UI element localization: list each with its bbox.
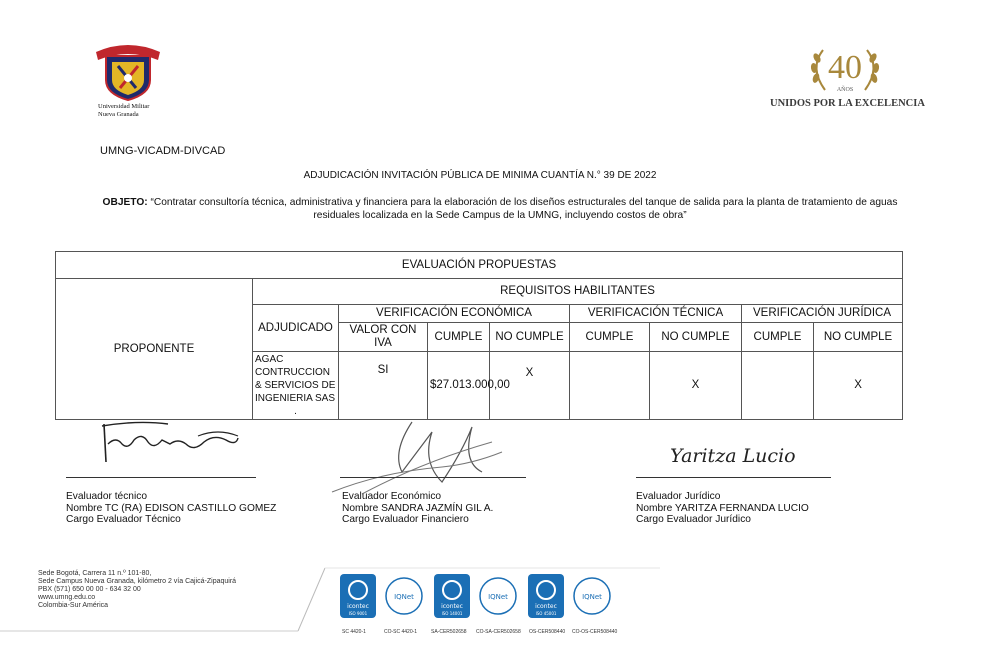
address-line: Colombia-Sur América bbox=[38, 602, 109, 609]
address-line: Sede Bogotá, Carrera 11 n.º 101-80, bbox=[38, 570, 152, 577]
university-name-line1: Universidad Militar bbox=[98, 103, 150, 110]
signature-juridical-script: Yaritza Lucio bbox=[670, 445, 796, 467]
svg-text:icontec: icontec bbox=[347, 603, 369, 610]
signature-name: Nombre SANDRA JAZMÍN GIL A. bbox=[342, 502, 494, 514]
signature-role: Evaluador Jurídico bbox=[636, 491, 721, 502]
economica-cumple-cell: X bbox=[490, 352, 570, 420]
objeto-label: OBJETO: bbox=[102, 197, 148, 208]
signature-cargo: Cargo Evaluador Financiero bbox=[342, 514, 469, 525]
table-title: EVALUACIÓN PROPUESTAS bbox=[56, 252, 903, 279]
signature-block-economic bbox=[342, 491, 493, 526]
proponente-header: PROPONENTE bbox=[56, 279, 253, 420]
juridica-no-cumple-header: NO CUMPLE bbox=[814, 323, 903, 352]
svg-text:ISO 14001: ISO 14001 bbox=[441, 611, 463, 616]
objeto-paragraph bbox=[100, 197, 900, 222]
iqnet-cert-icon bbox=[572, 572, 612, 622]
signature-technical bbox=[98, 418, 248, 468]
signature-juridical bbox=[668, 438, 808, 472]
icontec-cert-icon bbox=[338, 572, 378, 622]
signature-role: Evaluador técnico bbox=[66, 491, 147, 502]
adjudicado-header: ADJUDICADO bbox=[253, 305, 339, 352]
icontec-cert-icon bbox=[432, 572, 472, 622]
economica-cumple-header: CUMPLE bbox=[428, 323, 490, 352]
laurel-icon bbox=[803, 44, 887, 96]
tecnica-no-cumple-cell bbox=[742, 352, 814, 420]
ribbon-decoration bbox=[92, 42, 164, 54]
motto: UNIDOS POR LA EXCELENCIA bbox=[770, 98, 925, 109]
economica-no-cumple-cell bbox=[570, 352, 650, 420]
juridica-cumple-cell: X bbox=[814, 352, 903, 420]
cert-code: OS-CER508440 bbox=[529, 629, 566, 635]
signature-economic bbox=[322, 412, 522, 502]
anniversary-word: AÑOS bbox=[836, 87, 854, 93]
svg-text:icontec: icontec bbox=[535, 603, 557, 610]
icontec-cert-icon bbox=[526, 572, 566, 622]
footer-address bbox=[38, 570, 236, 610]
signature-line-technical bbox=[66, 477, 256, 478]
cert-code: SC 4420-1 bbox=[342, 629, 366, 635]
cert-code: SA-CER502658 bbox=[431, 629, 467, 635]
adjudication-title: ADJUDICACIÓN INVITACIÓN PÚBLICA DE MINIMA CUANTÍA N.° 39 DE 2022 bbox=[303, 170, 657, 181]
cert-code: CO-OS-CER508440 bbox=[572, 629, 618, 635]
evaluation-table bbox=[55, 251, 903, 420]
anniversary-number: 40 bbox=[828, 49, 862, 86]
svg-text:icontec: icontec bbox=[441, 603, 463, 610]
signature-role: Evaluador Económico bbox=[342, 491, 442, 502]
signature-block-technical bbox=[66, 491, 276, 526]
svg-text:IQNet: IQNet bbox=[582, 593, 602, 601]
economica-no-cumple-header: NO CUMPLE bbox=[490, 323, 570, 352]
cert-code: CO-SC 4420-1 bbox=[384, 629, 418, 635]
anniversary-logo bbox=[770, 44, 925, 116]
proponente-cell bbox=[253, 352, 339, 420]
signature-cargo: Cargo Evaluador Técnico bbox=[66, 514, 181, 525]
address-line: Sede Campus Nueva Granada, kilómetro 2 vía Cajicá-Zipaquirá bbox=[38, 578, 237, 585]
svg-text:IQNet: IQNet bbox=[394, 593, 414, 601]
requisitos-header: REQUISITOS HABILITANTES bbox=[253, 279, 903, 305]
proponente-name: AGAC CONTRUCCION & SERVICIOS DE INGENIERIA SAS bbox=[255, 354, 336, 404]
tecnica-header: VERIFICACIÓN TÉCNICA bbox=[570, 305, 742, 323]
iqnet-cert-icon bbox=[384, 572, 424, 622]
juridica-cumple-header: CUMPLE bbox=[742, 323, 814, 352]
signature-line-economic bbox=[340, 477, 526, 478]
economica-header: VERIFICACIÓN ECONÓMICA bbox=[339, 305, 570, 323]
svg-text:ISO 45001: ISO 45001 bbox=[535, 611, 557, 616]
cert-code: CO-SA-CER502658 bbox=[476, 629, 521, 635]
signature-name: Nombre TC (RA) EDISON CASTILLO GOMEZ bbox=[66, 502, 277, 514]
valor-header: VALOR CON IVA bbox=[339, 323, 428, 352]
proponente-suffix: . bbox=[294, 406, 297, 417]
university-name-line2: Nueva Granada bbox=[98, 111, 139, 118]
signature-line-juridical bbox=[636, 477, 831, 478]
document-code: UMNG-VICADM-DIVCAD bbox=[100, 145, 226, 157]
signature-cargo: Cargo Evaluador Jurídico bbox=[636, 514, 751, 525]
objeto-text: “Contratar consultoría técnica, administrativa y financiera para la elaboración de los diseños estructurales del tanque de salida para la planta de tratamiento de aguas residuales localizada en la Sede Campus de la UMNG, incluyendo costos de obra” bbox=[147, 197, 898, 221]
adjudicado-cell: SI bbox=[339, 352, 428, 420]
address-line: PBX (571) 650 00 00 - 634 32 00 bbox=[38, 586, 141, 593]
svg-text:IQNet: IQNet bbox=[488, 593, 508, 601]
valor-cell: $27.013.000,00 bbox=[428, 352, 490, 420]
address-line: www.umng.edu.co bbox=[38, 594, 96, 601]
signature-block-juridical bbox=[636, 491, 809, 526]
svg-text:ISO 9001: ISO 9001 bbox=[348, 611, 368, 616]
certification-logos bbox=[338, 572, 638, 642]
signature-name: Nombre YARITZA FERNANDA LUCIO bbox=[636, 502, 809, 514]
university-name bbox=[98, 103, 149, 119]
tecnica-cumple-cell: X bbox=[650, 352, 742, 420]
tecnica-cumple-header: CUMPLE bbox=[570, 323, 650, 352]
tecnica-no-cumple-header: NO CUMPLE bbox=[650, 323, 742, 352]
umng-logo bbox=[92, 40, 172, 124]
iqnet-cert-icon bbox=[478, 572, 518, 622]
juridica-header: VERIFICACIÓN JURÍDICA bbox=[742, 305, 903, 323]
